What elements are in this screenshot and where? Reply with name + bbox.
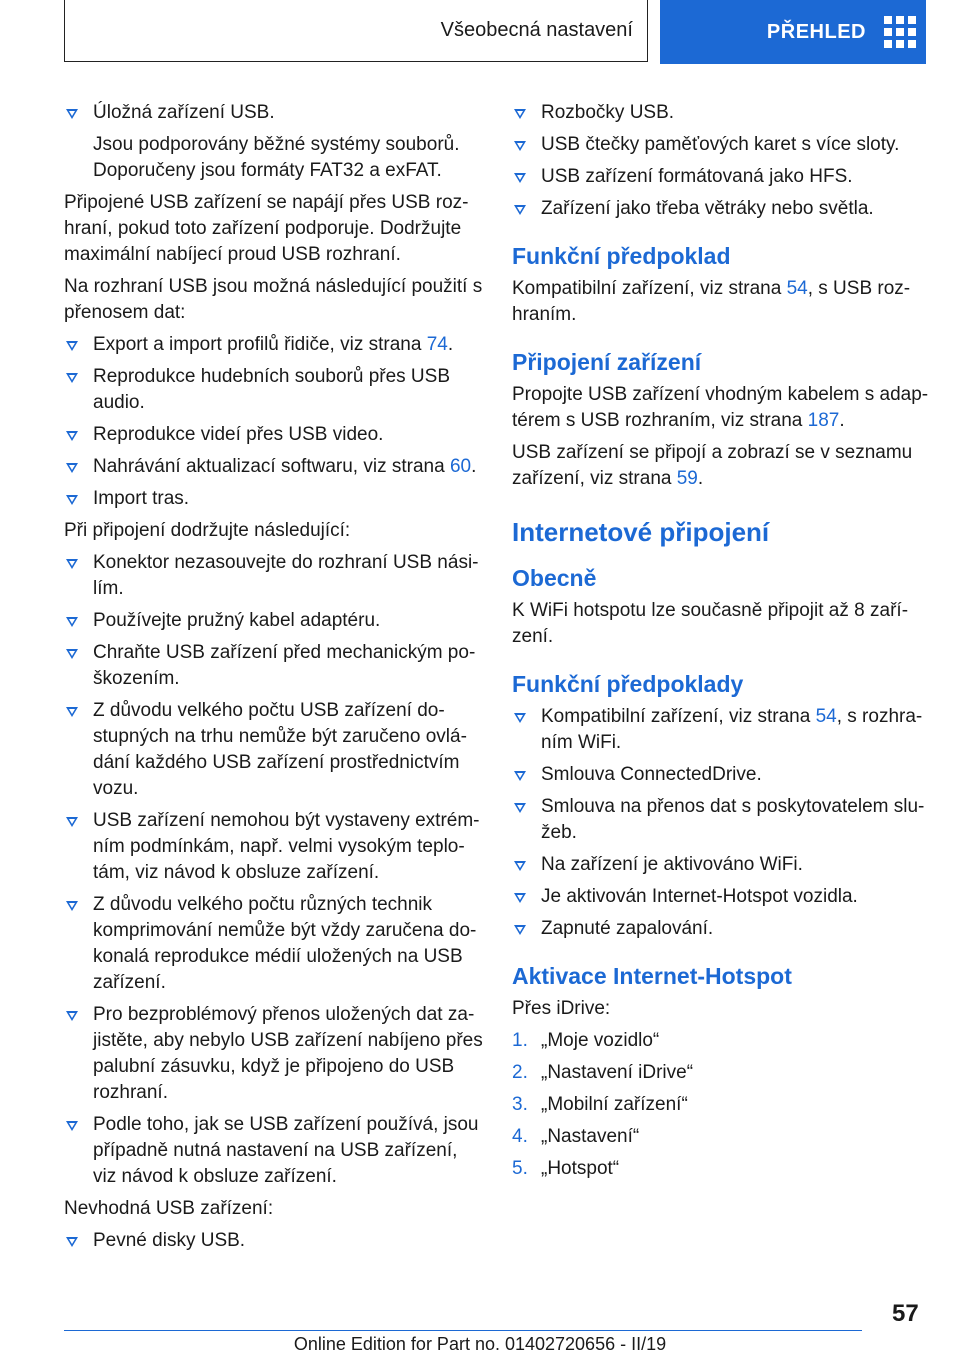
bullet-triangle-icon (66, 707, 78, 717)
page-link[interactable]: 187 (807, 410, 840, 431)
numbered-step: 4. „Nastavení“ (512, 1124, 932, 1150)
list-item: Podle toho, jak se USB zařízení používá, jsou případně nutná nastavení na USB zařízení, viz návod k obsluze zařízení. (64, 1112, 484, 1190)
paragraph: Propojte USB zařízení vhodným kabelem s adaptérem s USB rozhraním, viz strana 187. (512, 384, 929, 431)
list-item: Úložná zařízení USB. (64, 100, 484, 126)
bullet-triangle-icon (514, 713, 526, 723)
section-heading: Aktivace Internet-Hotspot (512, 963, 792, 989)
paragraph: Přes iDrive: (512, 998, 611, 1019)
section-heading: Připojení zařízení (512, 349, 702, 375)
step-number: 1. (512, 1030, 528, 1051)
bullet-triangle-icon (66, 649, 78, 659)
paragraph: K WiFi hotspotu lze současně připojit až 8 zařízení. (512, 600, 909, 647)
numbered-step: 3. „Mobilní zařízení“ (512, 1092, 932, 1118)
bullet-triangle-icon (514, 925, 526, 935)
numbered-step: 1. „Moje vozidlo“ (512, 1028, 932, 1054)
section-heading: Obecně (512, 565, 597, 591)
left-column (64, 100, 484, 1260)
list-item: Pro bezproblémový přenos uložených dat zajistěte, aby nebylo USB zařízení nabíjeno přes palubní zásuvku, když je připojeno do USB rozhraní. (64, 1002, 484, 1106)
chapter-heading: Internetové připojení (512, 517, 770, 547)
page-number: 57 (892, 1300, 919, 1327)
bullet-triangle-icon (514, 861, 526, 871)
bullet-triangle-icon (66, 341, 78, 351)
bullet-triangle-icon (66, 1011, 78, 1021)
grid-icon (884, 16, 916, 48)
list-item: Export a import profilů řidiče, viz strana 74. (64, 332, 484, 358)
list-item: Smlouva ConnectedDrive. (512, 762, 932, 788)
numbered-step: 2. „Nastavení iDrive“ (512, 1060, 932, 1086)
page-header (64, 0, 926, 64)
section-heading: Funkční předpoklady (512, 671, 744, 697)
paragraph: USB zařízení se připojí a zobrazí se v seznamu zařízení, viz strana 59. (512, 442, 913, 489)
bullet-triangle-icon (514, 771, 526, 781)
paragraph: Připojené USB zařízení se napájí přes USB rozhraní, pokud toto zařízení podporuje. Dodržujte maximální nabíjecí proud USB rozhraní. (64, 192, 469, 265)
page-link[interactable]: 54 (815, 706, 837, 727)
list-item: Z důvodu velkého počtu různých technik komprimování nemůže být vždy zaručena dokonalá reprodukce médií uložených na USB zařízení. (64, 892, 484, 996)
overview-button[interactable] (660, 0, 926, 64)
list-item: Zařízení jako třeba větráky nebo světla. (512, 196, 932, 222)
bullet-triangle-icon (66, 817, 78, 827)
paragraph: Nevhodná USB zařízení: (64, 1198, 274, 1219)
page-link[interactable]: 60 (449, 456, 472, 477)
bullet-triangle-icon (514, 141, 526, 151)
list-item: Používejte pružný kabel adaptéru. (64, 608, 484, 634)
bullet-triangle-icon (514, 893, 526, 903)
paragraph: Při připojení dodržujte následující: (64, 520, 351, 541)
bullet-triangle-icon (514, 803, 526, 813)
bullet-triangle-icon (66, 431, 78, 441)
footer-edition: Online Edition for Part no. 01402720656 - II/19 (293, 1334, 667, 1354)
list-item: Z důvodu velkého počtu USB zařízení dostupných na trhu nemůže být zaručeno ovládání každého USB zařízení prostřednictvím vozu. (64, 698, 484, 802)
list-item: Reprodukce hudebních souborů přes USB audio. (64, 364, 484, 416)
list-item: Pevné disky USB. (64, 1228, 484, 1254)
bullet-triangle-icon (66, 1121, 78, 1131)
list-item: Reprodukce videí přes USB video. (64, 422, 484, 448)
list-item: Kompatibilní zařízení, viz strana 54, s rozhraním WiFi. (512, 704, 932, 756)
list-item: Chraňte USB zařízení před mechanickým poškozením. (64, 640, 484, 692)
paragraph: Jsou podporovány běžné systémy souborů. Doporučeny jsou formáty FAT32 a exFAT. (93, 134, 460, 181)
paragraph: Na rozhraní USB jsou možná následující použití s přenosem dat: (64, 276, 483, 323)
list-item: Import tras. (64, 486, 484, 512)
list-item: Na zařízení je aktivováno WiFi. (512, 852, 932, 878)
page-link[interactable]: 74 (426, 334, 448, 355)
step-number: 3. (512, 1094, 528, 1115)
right-column (512, 100, 932, 1188)
list-item: Zapnuté zapalování. (512, 916, 932, 942)
list-item: Smlouva na přenos dat s poskytovatelem služeb. (512, 794, 932, 846)
section-title: Všeobecná nastavení (64, 0, 648, 62)
footer-divider (64, 1330, 862, 1331)
overview-label: PŘEHLED (766, 20, 866, 43)
bullet-triangle-icon (66, 1237, 78, 1247)
list-item: Je aktivován Internet-Hotspot vozidla. (512, 884, 932, 910)
paragraph: Kompatibilní zařízení, viz strana 54, s USB rozhraním. (512, 278, 911, 325)
bullet-triangle-icon (66, 109, 78, 119)
bullet-triangle-icon (66, 617, 78, 627)
page-link[interactable]: 54 (786, 278, 808, 299)
step-number: 2. (512, 1062, 528, 1083)
list-item: Rozbočky USB. (512, 100, 932, 126)
list-item: Konektor nezasouvejte do rozhraní USB násilím. (64, 550, 484, 602)
bullet-triangle-icon (514, 173, 526, 183)
bullet-triangle-icon (514, 205, 526, 215)
list-item: Nahrávání aktualizací softwaru, viz strana 60. (64, 454, 484, 480)
step-number: 4. (512, 1126, 528, 1147)
bullet-triangle-icon (66, 559, 78, 569)
list-item: USB zařízení nemohou být vystaveny extrémním podmínkám, např. velmi vysokým teplotám, viz návod k obsluze zařízení. (64, 808, 484, 886)
bullet-triangle-icon (66, 901, 78, 911)
bullet-triangle-icon (66, 495, 78, 505)
numbered-step: 5. „Hotspot“ (512, 1156, 932, 1182)
page-link[interactable]: 59 (676, 468, 698, 489)
bullet-triangle-icon (66, 373, 78, 383)
section-heading: Funkční předpoklad (512, 243, 731, 269)
list-item: USB zařízení formátovaná jako HFS. (512, 164, 932, 190)
list-item: USB čtečky paměťových karet s více sloty. (512, 132, 932, 158)
step-number: 5. (512, 1158, 528, 1179)
bullet-triangle-icon (66, 463, 78, 473)
bullet-triangle-icon (514, 109, 526, 119)
